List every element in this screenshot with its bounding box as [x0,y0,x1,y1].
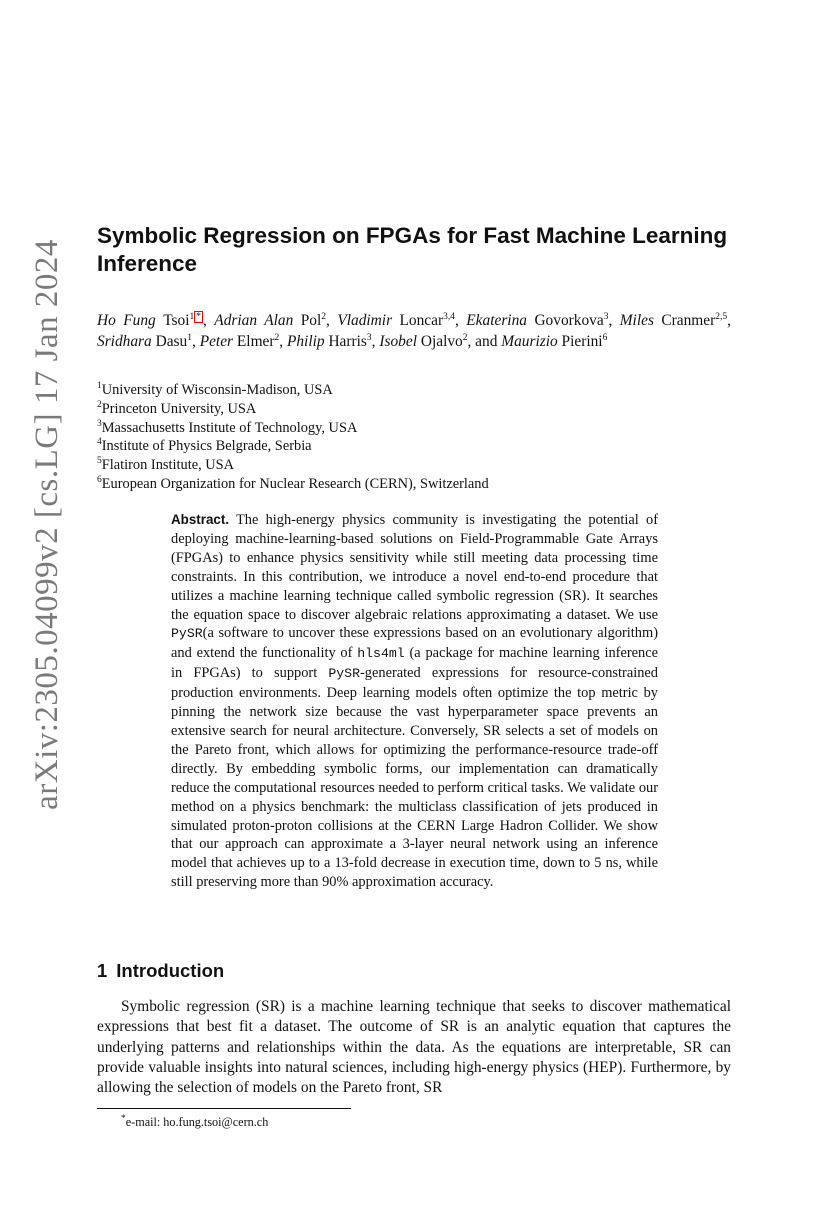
affiliation [97,437,731,456]
affiliation-name: European Organization for Nuclear Research (CERN), Switzerland [101,475,489,492]
abstract-text-3: (a package for machine learning inference in FPGAs) to support [171,645,658,682]
author-affiliation-number: 3,4 [443,311,455,322]
abstract-label: Abstract. [171,512,230,527]
author-affiliation-number: 2 [321,311,327,322]
author-first-name: Sridhara [97,332,152,350]
author [337,312,455,329]
author-first-name: Miles [619,312,654,329]
affiliation-number: 1 [97,381,102,392]
author [214,312,326,329]
author [466,312,608,329]
intro-paragraph: Symbolic regression (SR) is a machine learning technique that seeks to discover mathematical expressions that best fit a dataset. The outcome of SR is an analytic equation that captures the underlying patterns and relationships within the data. As the equations are interpretable, SR can provide valuable insights into natural sciences, including high-energy physics (HEP). Furthermore, by allowing the selection of models on the Pareto front, SR [97,998,731,1097]
author [97,312,203,329]
paper-title: Symbolic Regression on FPGAs for Fast Machine Learning Inference [97,223,728,276]
affiliation-number: 3 [97,418,102,429]
author-last-name: Elmer [236,332,275,350]
affiliation [97,419,731,438]
affiliation [97,475,731,494]
abstract-text-4: -generated expressions for resource-constrained production environments. Deep learning models often optimize the top metric by pinning the network size because the vast hyperparameter space prevents an extensive search for neural architecture. Conversely, SR selects a set of models on the Pareto front, which allows for optimizing the performance-resource trade-off directly. By embedding symbolic forms, our implementation can dramatically reduce the computational resources needed to perform critical tasks. We validate our method on a physics benchmark: the multiclass classification of jets produced in simulated proton-proton collisions at the CERN Large Hadron Collider. We show that our approach can approximate a 3-layer neural network using an inference model that achieves up to a 13-fold decrease in execution time, down to 5 ns, while still preserving more than 90% approximation accuracy. [171,665,658,891]
arxiv-side-stamp [22,230,72,818]
author-first-name: Philip [286,332,325,350]
abstract-code-pysr-2: PySR [328,666,361,682]
author [200,333,280,350]
author-last-name: Ojalvo [420,332,463,350]
affiliation [97,400,731,419]
section-number: 1 [97,960,108,981]
author-last-name: Pol [300,312,322,329]
affiliation-name: Flatiron Institute, USA [101,457,235,474]
author-affiliation-number: 3 [366,332,372,343]
footnote-rule [97,1108,351,1109]
author-first-name: Peter [199,332,234,350]
author-affiliation-number: 1 [187,332,192,343]
author-first-name: Maurizio [501,332,558,350]
section-heading [97,960,224,982]
affiliation [97,456,731,475]
author-first-name: Ho Fung [97,312,156,329]
author-first-name: Ekaterina [466,312,527,329]
affiliation-number: 6 [97,475,102,486]
author-affiliation-number: 3 [603,311,609,322]
author-last-name: Cranmer [661,312,716,329]
affiliation-number: 4 [97,437,102,448]
author-last-name: Dasu [155,332,188,350]
abstract-code-hls4ml: hls4ml [357,646,405,662]
abstract-code-pysr: PySR [171,626,203,642]
author-affiliation-number: 2 [462,332,468,343]
author-first-name: Isobel [379,332,417,350]
affiliation-name: Institute of Physics Belgrade, Serbia [101,438,312,455]
author [379,333,467,350]
author-first-name: Adrian Alan [214,312,294,329]
abstract-text-1: The high-energy physics community is investigating the potential of deploying machine-learning-based solutions on Field-Programmable Gate Arrays (FPGAs) to enhance physics sensitivity while still meeting data processing time constraints. In this contribution, we introduce a novel end-to-end procedure that utilizes a machine learning technique called symbolic regression (SR). It searches the equation space to discover algebraic relations approximating a dataset. We use [171,512,658,623]
abstract-text-2: (a software to uncover these expressions based on an evolutionary algorithm) and extend the functionality of [171,625,658,662]
author-last-name: Pierini [561,332,603,350]
author-affiliation-number: 1 [189,311,195,322]
author-affiliation-number: 6 [602,332,608,343]
section-title-text: Introduction [116,960,225,981]
affiliation-name: Massachusetts Institute of Technology, USA [101,419,358,436]
author-last-name: Loncar [399,312,444,329]
author-affiliation-number: 2 [274,332,280,343]
footnote-text: e-mail: ho.fung.tsoi@cern.ch [125,1115,269,1129]
affiliation-number: 2 [97,400,102,410]
arxiv-identifier: arXiv:2305.04099v2 [cs.LG] 17 Jan 2024 [28,238,65,810]
author-list: Ho Fung Tsoi$^1$ * , Adrian Alan Pol$^2$, Vladimir Loncar$^{3,4}$, Ekaterina Govorkova$^3$, Miles Cranmer$^{2,5}$, Sridhara Dasu$^1$, Peter Elmer$^2$, Philip Harris$^3$, Isobel Ojalvo$^2$, and Maurizio Pierini$^6$ [97,311,731,350]
author-first-name: Vladimir [337,312,393,329]
author-last-name: Tsoi [163,312,190,329]
affiliation-name: Princeton University, USA [101,400,257,417]
author [501,333,607,350]
author-affiliation-number: 2,5 [715,311,728,322]
author-last-name: Harris [328,332,367,350]
author [620,312,727,329]
affiliation [97,381,731,400]
author [287,333,372,350]
author [97,333,192,350]
abstract [171,511,658,892]
affiliation-list [97,381,731,494]
affiliation-name: University of Wisconsin-Madison, USA [101,382,333,398]
footnote-mark: * [121,1113,126,1124]
footnote [121,1114,268,1130]
author-last-name: Govorkova [534,312,604,329]
affiliation-number: 5 [97,456,102,467]
footnote-link[interactable]: * [196,311,201,322]
